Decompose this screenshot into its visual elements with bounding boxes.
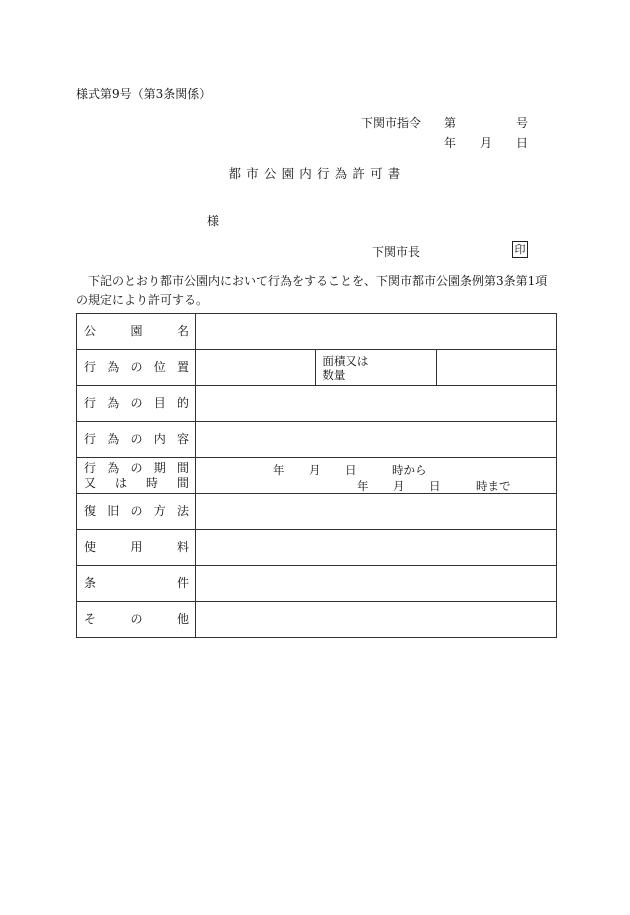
label-char: の [130, 460, 143, 475]
document-title: 都市公園内行為許可書 [228, 166, 406, 181]
label-char: 位 [153, 360, 166, 374]
table-row [77, 458, 557, 494]
table-row [77, 386, 557, 422]
label-char: 又 [84, 475, 97, 490]
label-chars [77, 360, 195, 375]
label-char: 復 [84, 504, 97, 518]
label-char: 為 [107, 460, 120, 475]
label-char: 法 [176, 504, 189, 518]
label-char: 方 [153, 504, 166, 518]
issuer-label: 下関市指令 [361, 116, 422, 130]
label-char: 内 [153, 432, 166, 446]
to-day: 日 [429, 479, 441, 493]
restoration-value[interactable] [196, 494, 557, 530]
label-char: 間 [176, 460, 189, 475]
label-char: の [130, 432, 143, 446]
label-char: 用 [130, 540, 143, 554]
period-label [77, 458, 196, 494]
permit-details-table [76, 313, 557, 638]
label-chars [77, 540, 195, 555]
label-char: 園 [130, 324, 143, 338]
period-value[interactable] [196, 458, 557, 494]
area-quantity-value[interactable] [436, 350, 556, 386]
park-name-value[interactable] [196, 314, 557, 350]
label-char: 為 [107, 396, 120, 410]
label-char: 公 [84, 324, 97, 338]
label-chars [77, 324, 195, 339]
seal-stamp-box: 印 [512, 241, 528, 258]
label-char: そ [84, 612, 97, 626]
location-label [77, 350, 196, 386]
label-char: 為 [107, 360, 120, 374]
label-char: の [130, 612, 143, 626]
location-value[interactable] [196, 350, 316, 386]
label-chars [77, 576, 195, 591]
number-prefix: 第 [444, 116, 457, 130]
fee-value[interactable] [196, 530, 557, 566]
other-value[interactable] [196, 602, 557, 638]
purpose-label [77, 386, 196, 422]
content-label [77, 422, 196, 458]
label-char: 容 [176, 432, 189, 446]
table-row [77, 566, 557, 602]
label-char: 期 [153, 460, 166, 475]
mayor-label: 下関市長 [372, 245, 421, 259]
label-char: 置 [176, 360, 189, 374]
label-char: 目 [153, 396, 166, 410]
from-month: 月 [309, 463, 321, 477]
from-time: 時から [392, 463, 427, 477]
date-year-label: 年 [444, 136, 457, 150]
date-day-label: 日 [516, 136, 529, 150]
label-char: 行 [84, 460, 97, 475]
conditions-value[interactable] [196, 566, 557, 602]
area-quantity-label [316, 350, 436, 386]
label-chars [77, 432, 195, 447]
label-char: 時 [145, 475, 158, 490]
label-char: 件 [176, 576, 189, 590]
label-char: 行 [84, 396, 97, 410]
purpose-value[interactable] [196, 386, 557, 422]
label-char: 旧 [107, 504, 120, 518]
label-char: 他 [176, 612, 189, 626]
content-value[interactable] [196, 422, 557, 458]
label-char: 料 [176, 540, 189, 554]
area-label-line1: 面積又は [322, 353, 369, 368]
park-name-label [77, 314, 196, 350]
table-row [77, 602, 557, 638]
label-chars [77, 476, 195, 491]
from-year: 年 [273, 463, 285, 477]
table-row [77, 314, 557, 350]
table-row [77, 350, 557, 386]
label-char: 為 [107, 432, 120, 446]
label-char: 条 [84, 576, 97, 590]
restoration-label [77, 494, 196, 530]
from-day: 日 [345, 463, 357, 477]
number-suffix: 号 [516, 116, 529, 130]
label-char: は [114, 475, 127, 490]
label-char: の [130, 360, 143, 374]
other-label [77, 602, 196, 638]
label-char: 行 [84, 360, 97, 374]
permit-body-text: 下記のとおり都市公園内において行為をすることを、下関市都市公園条例第3条第1項の規定により許可する。 [76, 274, 548, 307]
fee-label [77, 530, 196, 566]
label-char: の [130, 396, 143, 410]
label-char: の [130, 504, 143, 518]
label-char: 間 [176, 475, 189, 490]
label-chars [77, 612, 195, 627]
addressee-suffix: 様 [207, 214, 220, 228]
to-year: 年 [357, 479, 369, 493]
table-row [77, 530, 557, 566]
label-char: 的 [176, 396, 189, 410]
form-number-label: 様式第9号（第3条関係） [76, 87, 212, 101]
to-time: 時まで [476, 479, 511, 493]
area-label-line2: 数量 [322, 367, 346, 382]
label-char: 名 [176, 324, 189, 338]
label-char: 使 [84, 540, 97, 554]
label-chars [77, 396, 195, 411]
label-chars [77, 504, 195, 519]
date-month-label: 月 [480, 136, 493, 150]
conditions-label [77, 566, 196, 602]
table-row [77, 422, 557, 458]
to-month: 月 [393, 479, 405, 493]
label-char: 行 [84, 432, 97, 446]
label-chars [77, 461, 195, 476]
table-row [77, 494, 557, 530]
